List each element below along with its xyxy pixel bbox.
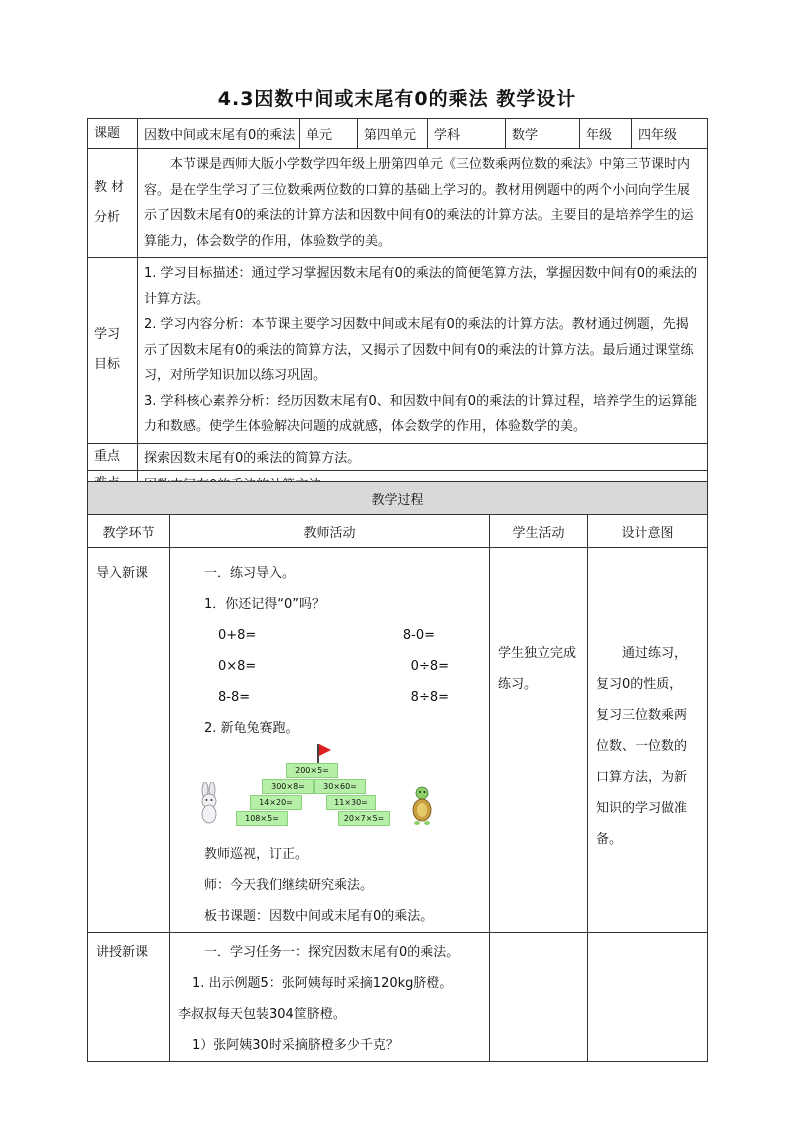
unit-value: 第四单元	[358, 119, 428, 149]
calc-2-right: 0÷8=	[410, 659, 449, 674]
col-teacher-header: 教师活动	[170, 515, 490, 548]
teach-line-2: 李叔叔每天包装304筐脐橙。	[178, 1007, 346, 1022]
subject-label: 学科	[428, 119, 506, 149]
analysis-label-line1: 教 材	[94, 180, 125, 195]
calc-3-left: 8-8=	[218, 690, 251, 705]
unit-label: 单元	[300, 119, 358, 149]
teach-student-activity	[490, 933, 588, 1062]
intro-design-intent	[588, 548, 708, 933]
teach-teacher-activity	[170, 933, 490, 1062]
intro-line-1: 教师巡视，订正。	[204, 847, 309, 862]
calc-1-left: 0+8=	[218, 628, 257, 643]
goal-item-3: 3. 学科核心素养分析：经历因数末尾有0、和因数中间有0的乘法的计算过程，培养学生的运算能力和数感。使学生体验解决问题的成就感，体会数学的作用，体验数学的美。	[144, 393, 698, 434]
goal-item-2: 2. 学习内容分析：本节课主要学习因数中间或末尾有0的乘法的计算方法。教材通过例题，先揭示了因数末尾有0的乘法的简算方法，又揭示了因数中间有0的乘法的计算方法。最后通过课堂练习，对所学知识加以练习巩固。	[144, 317, 694, 383]
race-brick-7: 20×7×5=	[338, 811, 390, 826]
analysis-label-line2: 分析	[94, 210, 121, 225]
intro-teacher-activity	[170, 548, 490, 933]
design-line-2: 复习0的性质，	[596, 677, 683, 692]
teach-line-3: 1）张阿姨30时采摘脐橙多少千克？	[192, 1038, 399, 1053]
lesson-info-table	[87, 118, 708, 498]
teach-heading: 一．学习任务一：探究因数末尾有0的乘法。	[204, 945, 460, 960]
goals-label-line1: 学习	[94, 327, 121, 343]
teach-line-1: 1. 出示例题5：张阿姨每时采摘120kg脐橙。	[192, 976, 453, 991]
intro-heading: 一．练习导入。	[204, 566, 296, 581]
page-title: 4.3因数中间或末尾有0的乘法 教学设计	[217, 88, 577, 110]
calc-row-1	[178, 620, 481, 651]
analysis-text	[138, 149, 708, 258]
design-line-3: 复习三位数乘两	[596, 708, 688, 723]
process-header: 教学过程	[88, 482, 708, 515]
intro-stage: 导入新课	[88, 548, 170, 933]
turtle-icon	[410, 786, 434, 826]
key-point-text: 探索因数末尾有0的乘法的简算方法。	[138, 443, 708, 470]
race-brick-6: 108×5=	[236, 811, 288, 826]
design-line-1: 通过练习，	[622, 646, 688, 661]
calc-1-right: 8-0=	[402, 628, 435, 643]
intro-line-3: 板书课题：因数中间或末尾有0的乘法。	[204, 909, 434, 924]
teaching-process-table	[87, 481, 708, 1062]
intro-line-2: 师：今天我们继续研究乘法。	[204, 878, 374, 893]
calc-row-3	[178, 682, 481, 713]
design-line-4: 位数、一位数的	[596, 739, 688, 754]
race-brick-2: 300×8=	[262, 779, 314, 794]
intro-student-activity: 学生独立完成练习。	[490, 548, 588, 933]
key-point-label: 重点	[88, 443, 138, 470]
race-brick-3: 30×60=	[314, 779, 366, 794]
race-brick-4: 14×20=	[250, 795, 302, 810]
calc-2-left: 0×8=	[218, 659, 257, 674]
col-stage-header: 教学环节	[88, 515, 170, 548]
goals-text	[138, 258, 708, 444]
goals-label-line2: 目标	[94, 357, 121, 373]
grade-label: 年级	[580, 119, 632, 149]
teach-design-intent	[588, 933, 708, 1062]
design-line-7: 备。	[596, 832, 623, 847]
intro-q2: 2. 新龟兔赛跑。	[204, 721, 299, 736]
teach-stage: 讲授新课	[88, 933, 170, 1062]
topic-label: 课题	[88, 119, 138, 149]
topic-value: 因数中间或末尾有0的乘法	[138, 119, 300, 149]
calc-3-right: 8÷8=	[410, 690, 449, 705]
rabbit-icon	[196, 782, 222, 826]
intro-q1: 1．你还记得“0”吗？	[204, 597, 326, 612]
col-design-header: 设计意图	[588, 515, 708, 548]
calc-row-2	[178, 651, 481, 682]
tortoise-hare-race-image	[196, 744, 436, 839]
analysis-paragraph: 本节课是西师大版小学数学四年级上册第四单元《三位数乘两位数的乘法》中第三节课时内容。是在学生学习了三位数乘两位数的口算的基础上学习的。教材用例题中的两个小问向学生展示了因数末尾有0的乘法的计算方法和因数中间有0的乘法的计算方法。主要目的是培养学生的运算能力，体会数学的作用，体验数学的美。	[144, 157, 694, 249]
design-line-6: 知识的学习做准	[596, 801, 688, 816]
analysis-label	[88, 149, 138, 258]
race-brick-5: 11×30=	[326, 795, 376, 810]
goals-label	[88, 258, 138, 444]
finish-flag-icon	[319, 744, 331, 756]
race-brick-1: 200×5=	[286, 763, 338, 778]
col-student-header: 学生活动	[490, 515, 588, 548]
subject-value: 数学	[506, 119, 580, 149]
grade-value: 四年级	[632, 119, 708, 149]
goal-item-1: 1. 学习目标描述：通过学习掌握因数末尾有0的乘法的简便笔算方法，掌握因数中间有0的乘法的计算方法。	[144, 266, 698, 307]
design-line-5: 口算方法，为新	[596, 770, 688, 785]
